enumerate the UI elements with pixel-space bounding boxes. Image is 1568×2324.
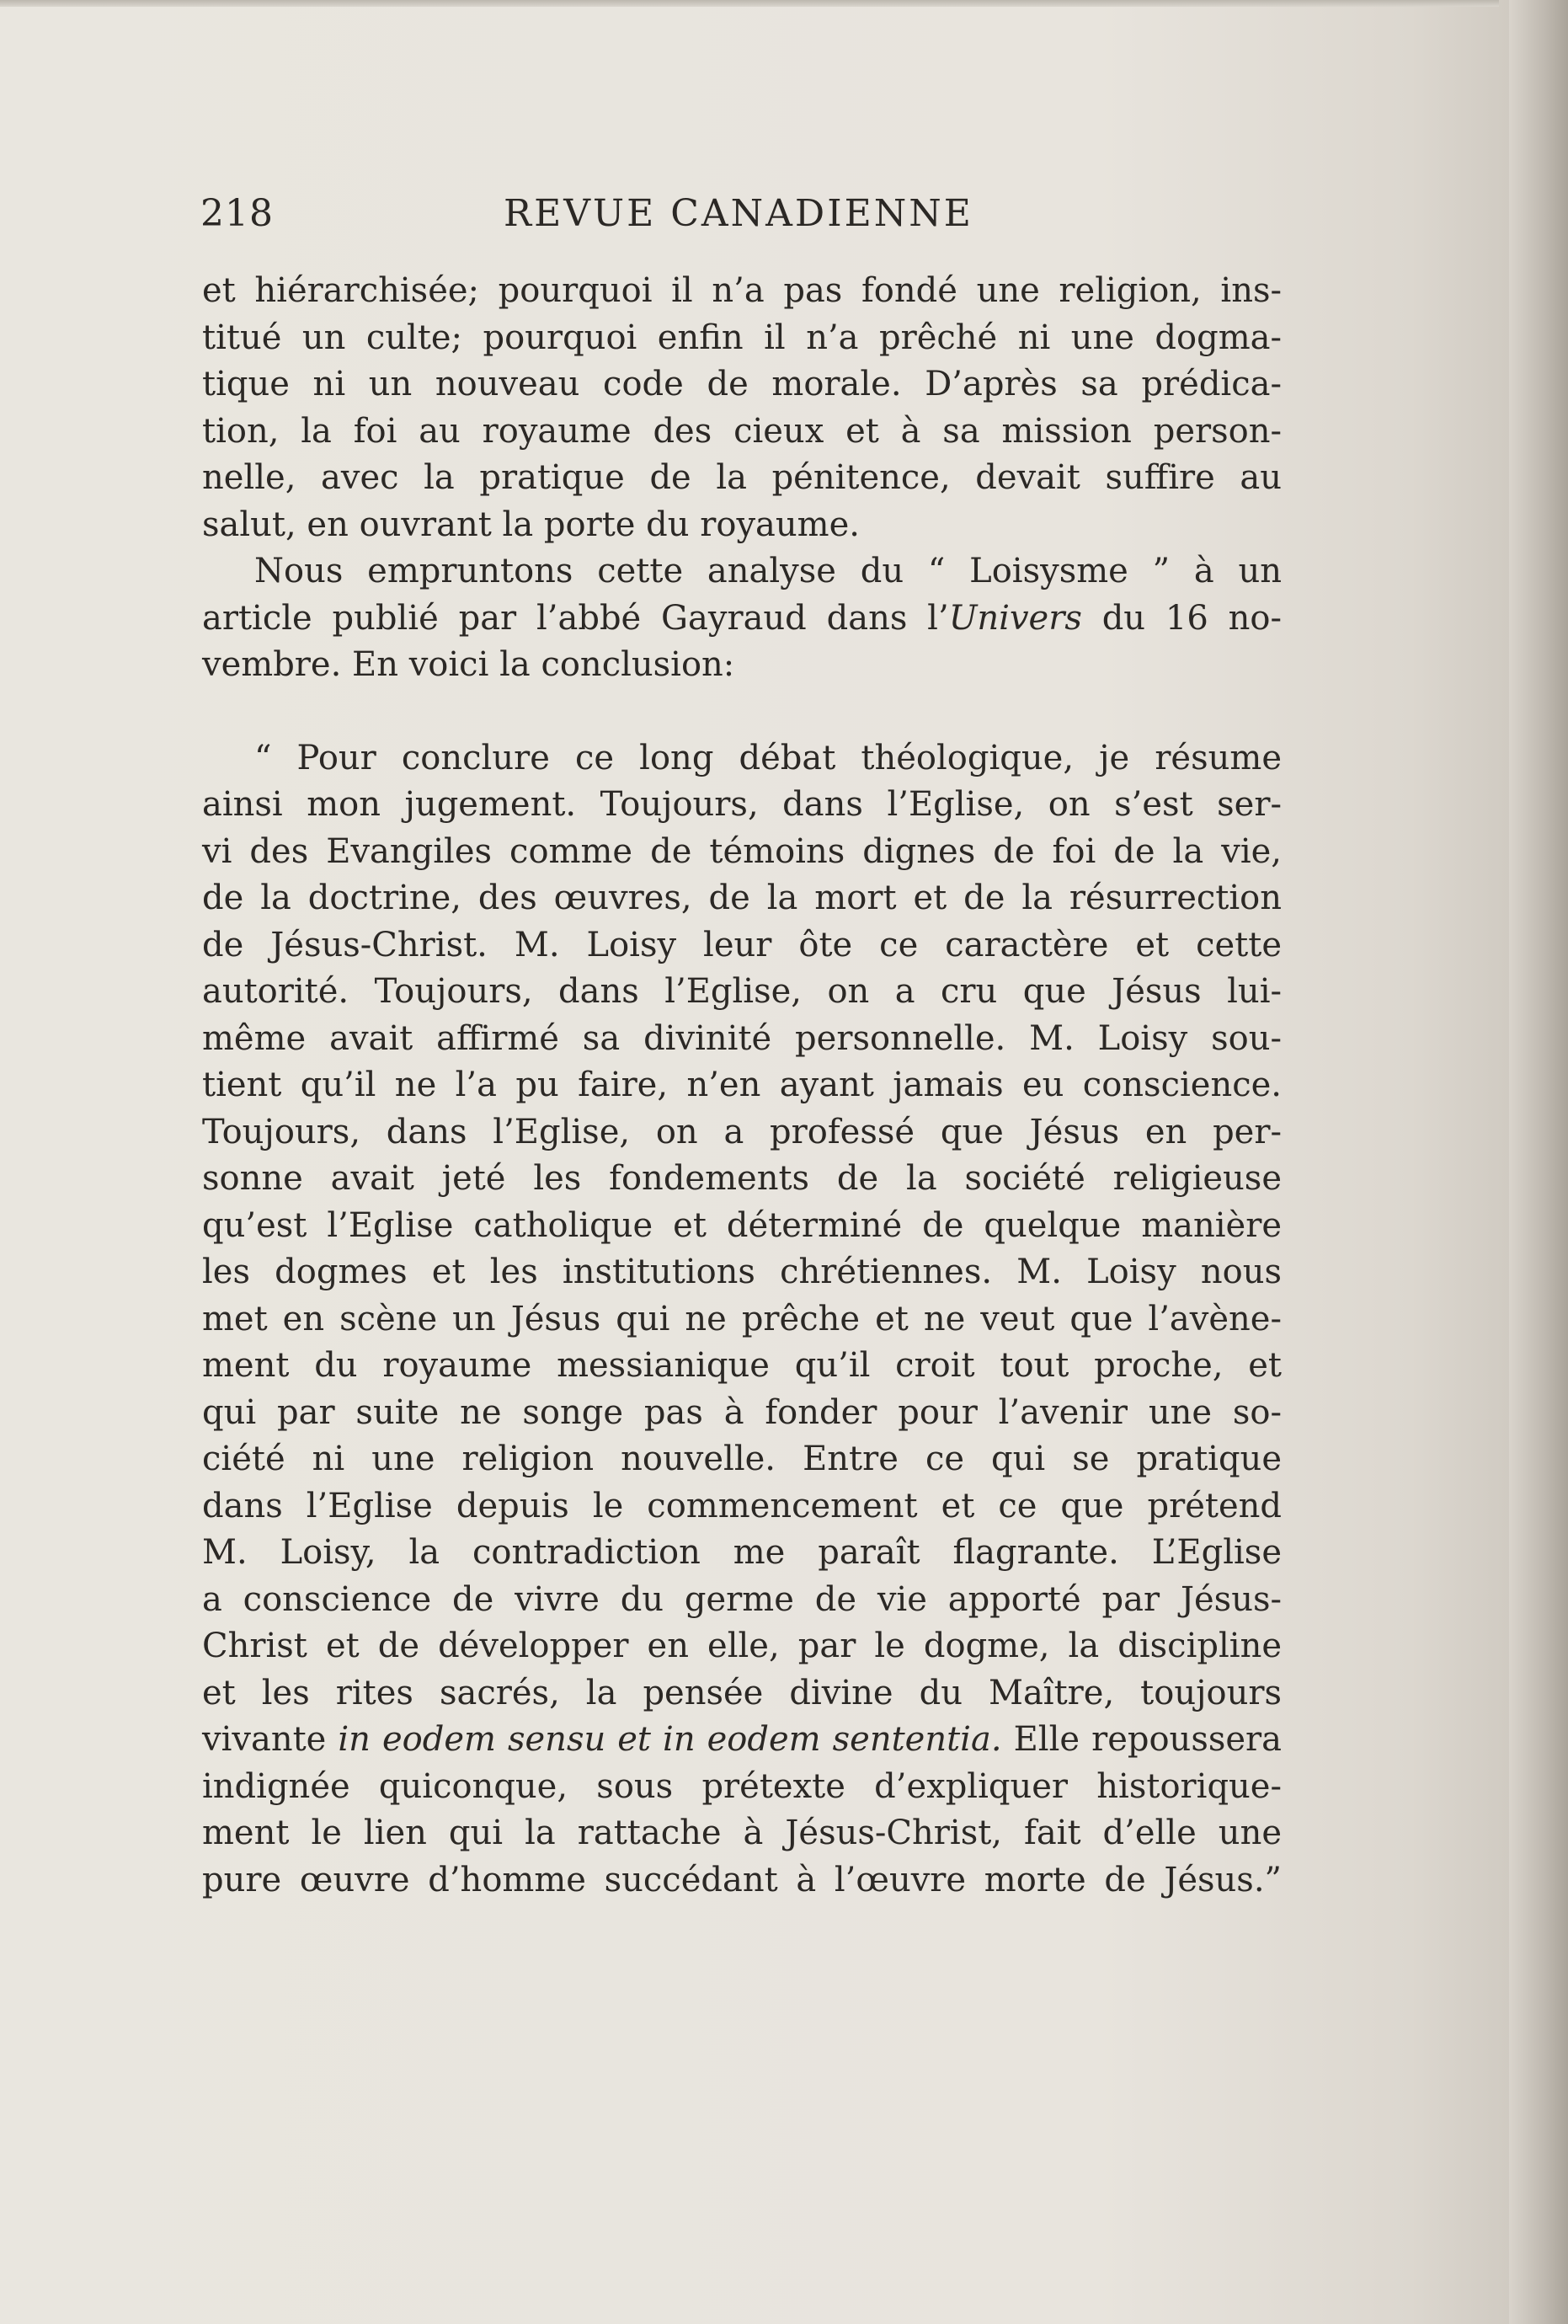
text-line: titué un culte; pourquoi enfin il n’a prêché ni une dogma- [202, 318, 1282, 357]
text-line: autorité. Toujours, dans l’Eglise, on a cru que Jésus lui- [202, 972, 1282, 1011]
text-fragment: vivante [202, 1720, 339, 1759]
page-number: 218 [200, 192, 274, 235]
text-line [202, 596, 1282, 643]
running-title: REVUE CANADIENNE [504, 192, 973, 235]
text-fragment: article publié par l’abbé Gayraud dans l’ [202, 598, 949, 638]
text-line: de la doctrine, des œuvres, de la mort et de la résurrection [202, 879, 1282, 917]
page-top-edge [0, 0, 1499, 7]
quotation [202, 735, 1282, 1905]
text-line: même avait affirmé sa divinité personnelle. M. Loisy sou- [202, 1018, 1282, 1058]
text-line: pure œuvre d’homme succédant à l’œuvre morte de Jésus.” [202, 1860, 1282, 1899]
text-line: indignée quiconque, sous prétexte d’expliquer historique- [202, 1766, 1282, 1806]
text-line: “ Pour conclure ce long débat théologique, je résume [254, 738, 1282, 777]
latin-phrase: in eodem sensu et in eodem sententia. [338, 1720, 1002, 1759]
text-fragment: Elle repoussera [1001, 1720, 1283, 1759]
text-line: a conscience de vivre du germe de vie apporté par Jésus- [202, 1579, 1282, 1619]
page-right-edge [1509, 0, 1568, 2324]
text-line: ment du royaume messianique qu’il croit tout proche, et [202, 1346, 1282, 1385]
text-fragment: du 16 no- [1081, 598, 1282, 638]
text-line: met en scène un Jésus qui ne prêche et ne veut que l’avène- [202, 1299, 1282, 1338]
text-line: dans l’Eglise depuis le commencement et ce que prétend [202, 1486, 1282, 1525]
text-line: tion, la foi au royaume des cieux et à sa mission person- [202, 411, 1282, 451]
text-line: Nous empruntons cette analyse du “ Loisysme ” à un [254, 552, 1282, 590]
text-line: de Jésus-Christ. M. Loisy leur ôte ce caractère et cette [202, 925, 1282, 964]
body-text [202, 268, 1282, 1904]
text-line: ment le lien qui la rattache à Jésus-Christ, fait d’elle une [202, 1814, 1282, 1852]
text-line: ciété ni une religion nouvelle. Entre ce qui se pratique [202, 1440, 1282, 1478]
text-line: Toujours, dans l’Eglise, on a professé que Jésus en per- [202, 1112, 1282, 1151]
italic-title: Univers [948, 598, 1082, 638]
paragraph-introduction [202, 548, 1282, 689]
text-line: salut, en ouvrant la porte du royaume. [202, 505, 860, 544]
text-line: Christ et de développer en elle, par le dogme, la discipline [202, 1627, 1282, 1665]
text-line: nelle, avec la pratique de la pénitence, devait suffire au [202, 458, 1282, 497]
text-line: vembre. En voici la conclusion: [202, 645, 735, 684]
page-header [200, 192, 1295, 243]
text-line: qui par suite ne songe pas à fonder pour l’avenir une so- [202, 1392, 1282, 1432]
text-line: et les rites sacrés, la pensée divine du Maître, toujours [202, 1673, 1282, 1712]
text-line: les dogmes et les institutions chrétiennes. M. Loisy nous [202, 1253, 1282, 1291]
text-line: tique ni un nouveau code de morale. D’après sa prédica- [202, 365, 1282, 403]
text-line: qu’est l’Eglise catholique et déterminé de quelque manière [202, 1205, 1282, 1245]
text-line [202, 1717, 1282, 1764]
paragraph-continuation [202, 268, 1282, 548]
text-line: et hiérarchisée; pourquoi il n’a pas fondé une religion, ins- [202, 271, 1282, 310]
text-line: vi des Evangiles comme de témoins dignes de foi de la vie, [202, 831, 1282, 871]
text-line: tient qu’il ne l’a pu faire, n’en ayant jamais eu conscience. [202, 1066, 1282, 1104]
text-line: M. Loisy, la contradiction me paraît flagrante. L’Eglise [202, 1533, 1282, 1572]
text-line: sonne avait jeté les fondements de la société religieuse [202, 1159, 1282, 1198]
text-line: ainsi mon jugement. Toujours, dans l’Eglise, on s’est ser- [202, 785, 1282, 824]
